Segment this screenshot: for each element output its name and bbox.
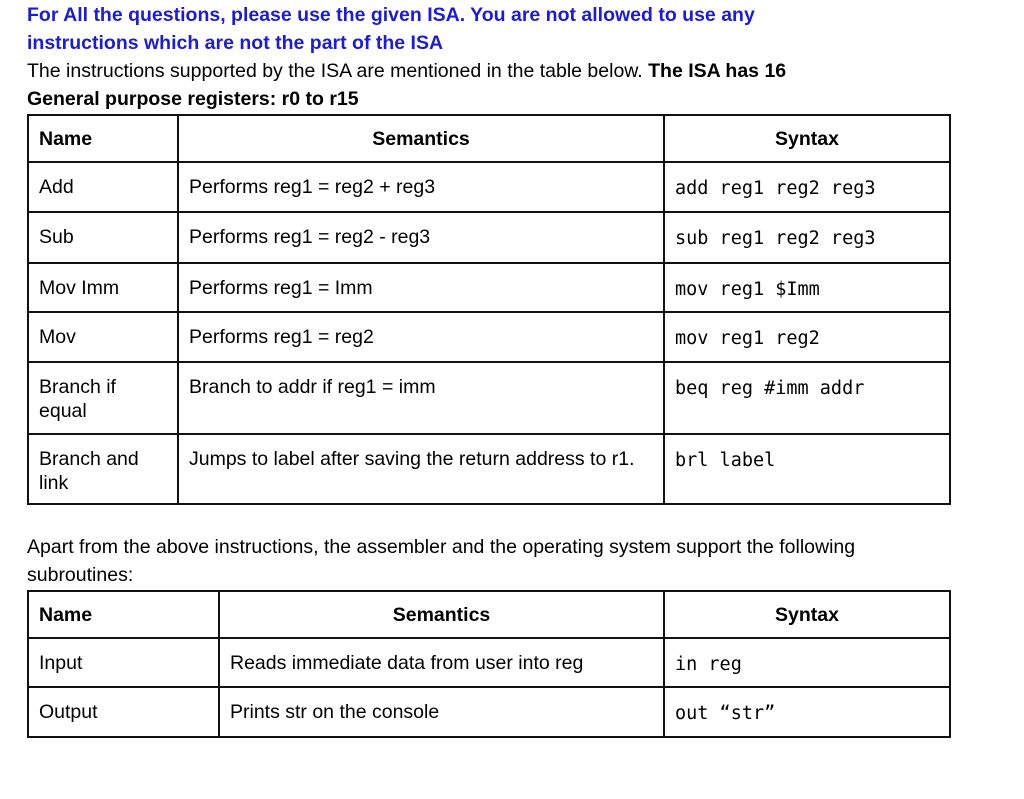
instruction-syntax: beq reg #imm addr: [664, 362, 950, 434]
subroutine-name: Input: [28, 638, 219, 687]
instruction-syntax: brl label: [664, 434, 950, 504]
subroutine-semantics: Prints str on the console: [219, 687, 664, 737]
instruction-semantics: Performs reg1 = reg2 - reg3: [178, 212, 664, 263]
instruction-semantics: Performs reg1 = reg2: [178, 312, 664, 362]
instruction-name: Mov Imm: [28, 263, 178, 312]
instruction-semantics: Jumps to label after saving the return address to r1.: [178, 434, 664, 504]
table-row: [28, 687, 950, 737]
isa-register-count: The ISA has 16: [648, 60, 787, 82]
instruction-line-2: instructions which are not the part of the ISA: [27, 32, 444, 54]
subroutines-table: [27, 590, 951, 738]
table-row: [28, 162, 950, 212]
instruction-name: Mov: [28, 312, 178, 362]
subroutine-semantics: Reads immediate data from user into reg: [219, 638, 664, 687]
header-name: Name: [28, 115, 178, 162]
instruction-syntax: mov reg1 reg2: [664, 312, 950, 362]
instruction-syntax: sub reg1 reg2 reg3: [664, 212, 950, 263]
instruction-syntax: add reg1 reg2 reg3: [664, 162, 950, 212]
table-row: [28, 212, 950, 263]
instruction-syntax: mov reg1 $Imm: [664, 263, 950, 312]
header-syntax: Syntax: [664, 591, 950, 638]
isa-description: [27, 57, 786, 85]
instruction-semantics: Branch to addr if reg1 = imm: [178, 362, 664, 434]
header-syntax: Syntax: [664, 115, 950, 162]
table-row: [28, 312, 950, 362]
table-row: [28, 263, 950, 312]
instruction-name: Branch and link: [28, 434, 178, 504]
table-header-row: [28, 115, 950, 162]
instruction-semantics: Performs reg1 = reg2 + reg3: [178, 162, 664, 212]
register-range: General purpose registers: r0 to r15: [27, 88, 359, 110]
instruction-semantics: Performs reg1 = Imm: [178, 263, 664, 312]
subroutine-syntax: in reg: [664, 638, 950, 687]
table-row: [28, 638, 950, 687]
instruction-name: Sub: [28, 212, 178, 263]
table-header-row: [28, 591, 950, 638]
table-row: [28, 362, 950, 434]
subroutines-intro-line-1: Apart from the above instructions, the assembler and the operating system support the following: [27, 536, 856, 558]
header-semantics: Semantics: [219, 591, 664, 638]
subroutine-name: Output: [28, 687, 219, 737]
subroutine-syntax: out “str”: [664, 687, 950, 737]
isa-table: [27, 114, 951, 505]
isa-description-text: The instructions supported by the ISA are mentioned in the table below.: [27, 60, 649, 82]
instruction-name: Branch if equal: [28, 362, 178, 434]
instruction-name: Add: [28, 162, 178, 212]
table-row: [28, 434, 950, 504]
subroutines-intro-line-2: subroutines:: [27, 564, 134, 586]
header-semantics: Semantics: [178, 115, 664, 162]
header-name: Name: [28, 591, 219, 638]
instruction-line-1: For All the questions, please use the given ISA. You are not allowed to use any: [27, 4, 755, 26]
